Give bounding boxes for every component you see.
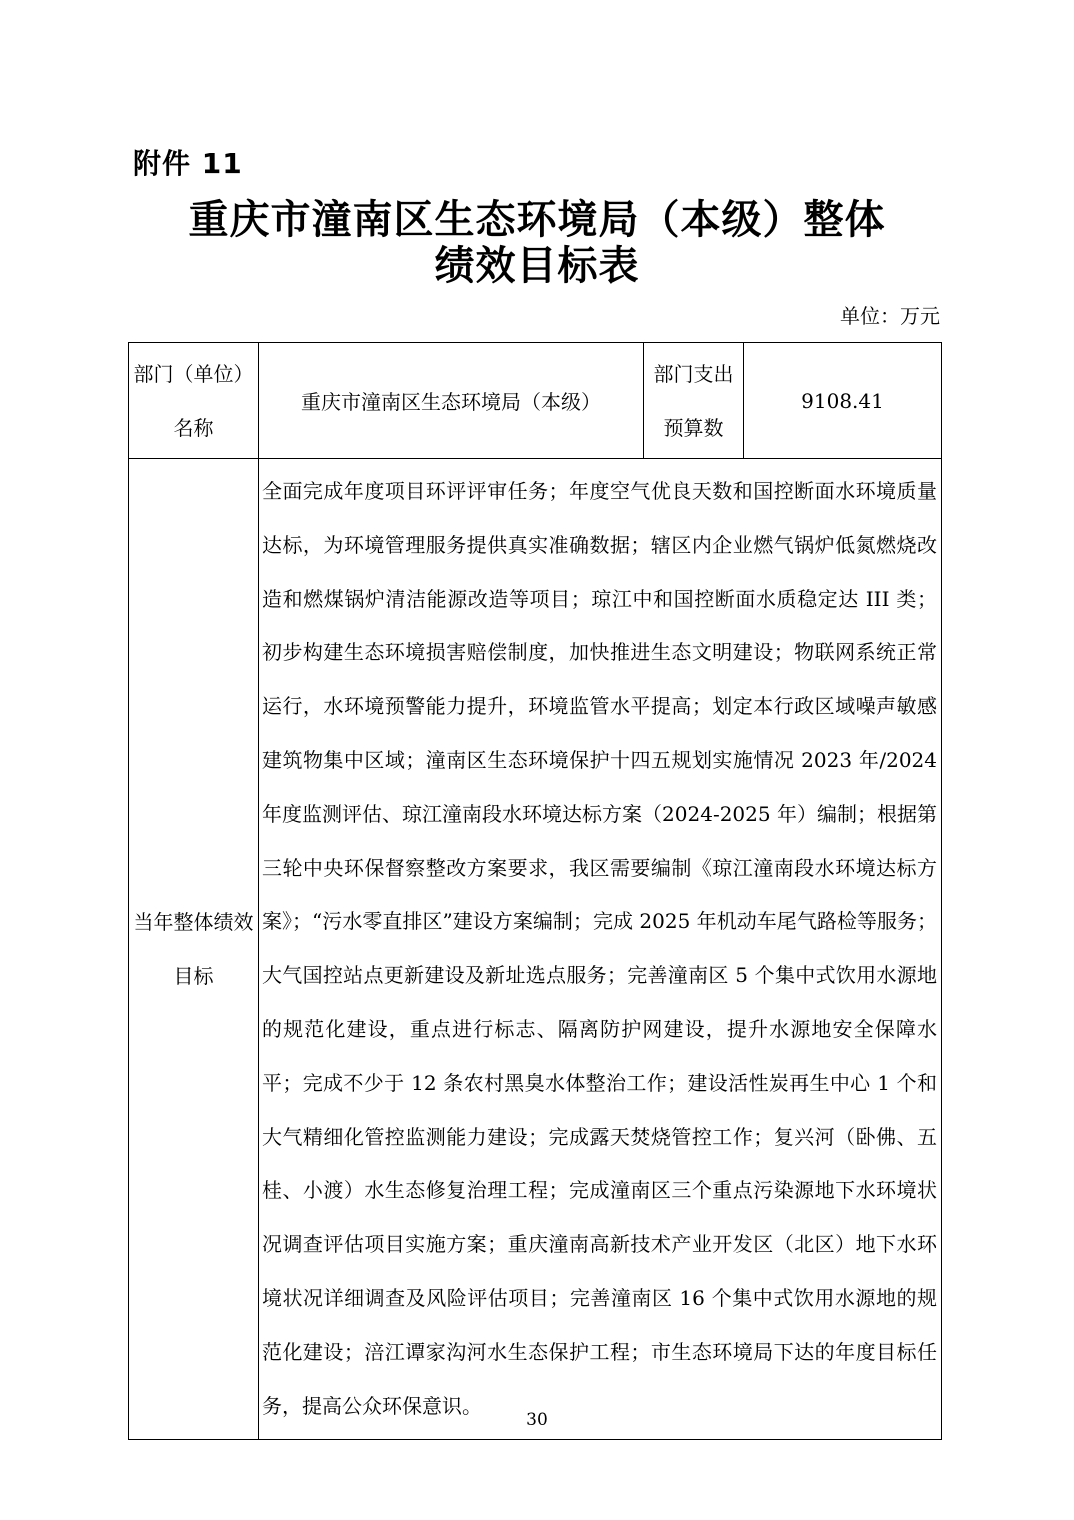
goal-label [129,459,259,1440]
budget-label-line2: 预算数 [663,415,724,440]
dept-name-value: 重庆市潼南区生态环境局（本级） [259,343,644,459]
goal-text: 全面完成年度项目环评评审任务；年度空气优良天数和国控断面水环境质量达标，为环境管理服务提供真实准确数据；辖区内企业燃气锅炉低氮燃烧改造和燃煤锅炉清洁能源改造等项目；琼江中和国控断面水质稳定达 III 类；初步构建生态环境损害赔偿制度，加快推进生态文明建设；物联网系统正常运行，水环境预警能力提升，环境监管水平提高；划定本行政区域噪声敏感建筑物集中区域；潼南区生态环境保护十四五规划实施情况 2023 年/2024 年度监测评估、琼江潼南段水环境达标方案（2024-2025 年）编制；根据第三轮中央环保督察整改方案要求，我区需要编制《琼江潼南段水环境达标方案》；“污水零直排区”建设方案编制；完成 2025 年机动车尾气路检等服务；大气国控站点更新建设及新址选点服务；完善潼南区 5 个集中式饮用水源地的规范化建设，重点进行标志、隔离防护网建设，提升水源地安全保障水平；完成不少于 12 条农村黑臭水体整治工作；建设活性炭再生中心 1 个和大气精细化管控监测能力建设；完成露天焚烧管控工作；复兴河（卧佛、五桂、小渡）水生态修复治理工程；完成潼南区三个重点污染源地下水环境状况调查评估项目实施方案；重庆潼南高新技术产业开发区（北区）地下水环境状况详细调查及风险评估项目；完善潼南区 16 个集中式饮用水源地的规范化建设；涪江谭家沟河水生态保护工程；市生态环境局下达的年度目标任务，提高公众环保意识。 [259,459,942,1440]
attachment-label: 附件 11 [133,147,243,180]
budget-value: 9108.41 [744,343,942,459]
goal-label-line1: 当年整体绩效 [133,910,254,935]
goal-label-line2: 目标 [173,964,214,989]
page-title-line1: 重庆市潼南区生态环境局（本级）整体 [188,197,886,243]
unit-label: 单位：万元 [840,304,940,328]
table-row-goals [129,459,942,1440]
dept-name-label-line2: 名称 [173,415,214,440]
performance-table [128,342,942,1440]
budget-label-line1: 部门支出 [653,361,734,386]
table-row-department [129,343,942,459]
dept-name-label [129,343,259,459]
page-title-line2: 绩效目标表 [434,243,640,289]
page-number: 30 [526,1410,548,1430]
dept-name-label-line1: 部门（单位） [133,361,254,386]
budget-label [644,343,744,459]
